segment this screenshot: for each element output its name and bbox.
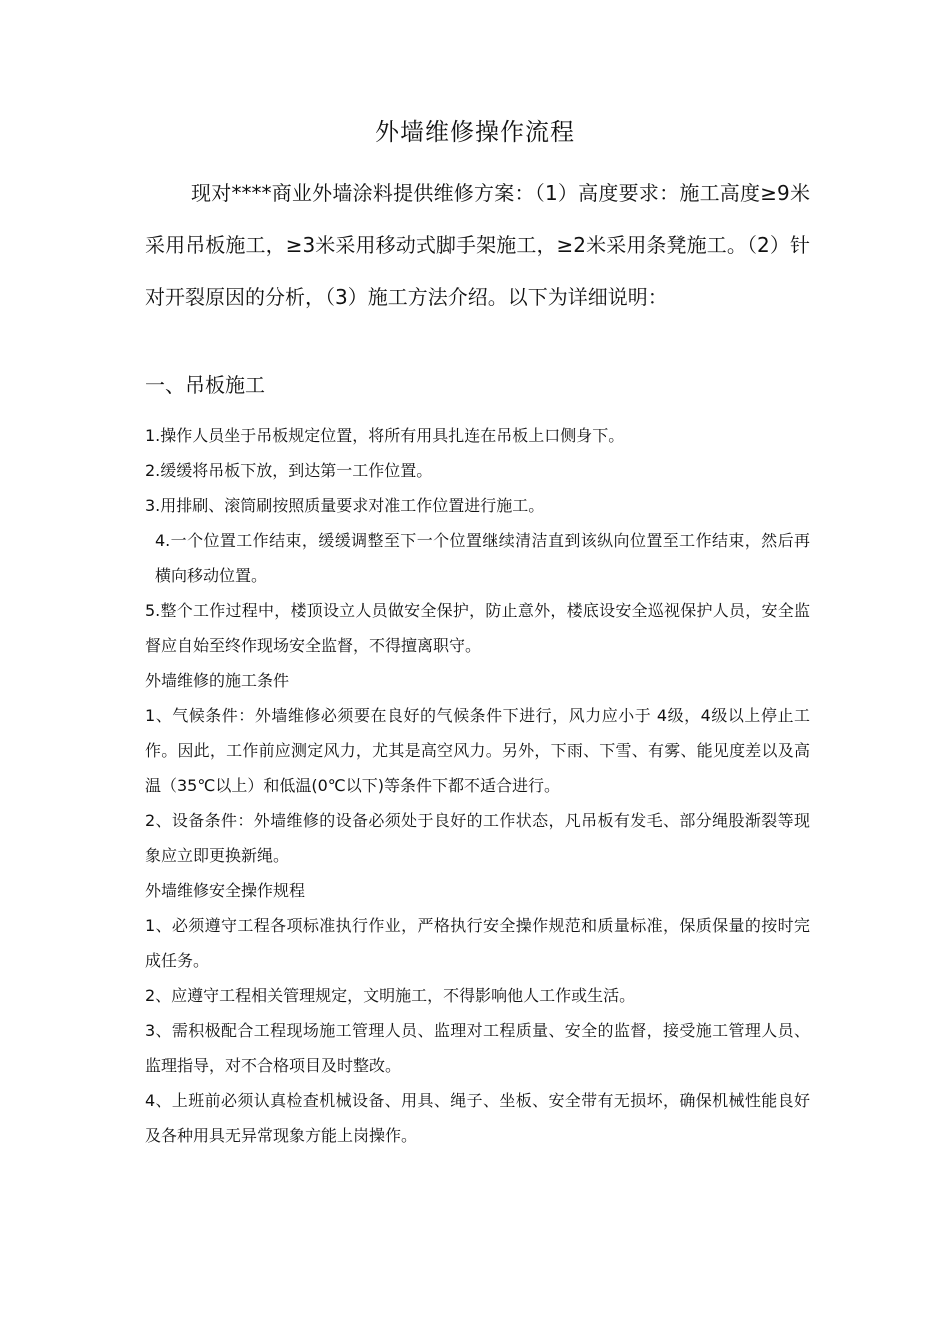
safety-rule-3: 3、需积极配合工程现场施工管理人员、监理对工程质量、安全的监督，接受施工管理人员、监理指导，对不合格项目及时整改。 bbox=[145, 1021, 810, 1075]
step-1: 1.操作人员坐于吊板规定位置，将所有用具扎连在吊板上口侧身下。 bbox=[145, 426, 625, 445]
safety-heading: 外墙维修安全操作规程 bbox=[145, 881, 306, 900]
safety-rule-4: 4、上班前必须认真检查机械设备、用具、绳子、坐板、安全带有无损坏，确保机械性能良好及各种用具无异常现象方能上岗操作。 bbox=[145, 1091, 810, 1145]
condition-1: 1、气候条件：外墙维修必须要在良好的气候条件下进行，风力应小于 4级，4级以上停止工作。因此，工作前应测定风力，尤其是高空风力。另外，下雨、下雪、有雾、能见度差以及高温（35℃以上）和低温(0℃以下)等条件下都不适合进行。 bbox=[145, 706, 810, 795]
conditions-heading: 外墙维修的施工条件 bbox=[145, 671, 290, 690]
safety-rule-1: 1、必须遵守工程各项标准执行作业，严格执行安全操作规范和质量标准，保质保量的按时完成任务。 bbox=[145, 916, 810, 970]
section-heading-hanging-board: 一、吊板施工 bbox=[145, 373, 265, 397]
intro-paragraph: 现对****商业外墙涂料提供维修方案：（1）高度要求：施工高度≥9米采用吊板施工，≥3米采用移动式脚手架施工，≥2米采用条凳施工。（2）针对开裂原因的分析，（3）施工方法介绍。以下为详细说明： bbox=[145, 181, 810, 309]
step-3: 3.用排刷、滚筒刷按照质量要求对准工作位置进行施工。 bbox=[145, 496, 545, 515]
step-2: 2.缓缓将吊板下放，到达第一工作位置。 bbox=[145, 461, 433, 480]
step-5: 5.整个工作过程中，楼顶设立人员做安全保护，防止意外，楼底设安全巡视保护人员，安全监督应自始至终作现场安全监督，不得擅离职守。 bbox=[145, 601, 810, 655]
step-4: 4.一个位置工作结束，缓缓调整至下一个位置继续清洁直到该纵向位置至工作结束，然后再横向移动位置。 bbox=[155, 531, 810, 585]
body-content bbox=[145, 418, 810, 1153]
document-title: 外墙维修操作流程 bbox=[375, 118, 575, 146]
condition-2: 2、设备条件：外墙维修的设备必须处于良好的工作状态，凡吊板有发毛、部分绳股渐裂等现象应立即更换新绳。 bbox=[145, 811, 810, 865]
safety-rule-2: 2、应遵守工程相关管理规定，文明施工，不得影响他人工作或生活。 bbox=[145, 986, 636, 1005]
